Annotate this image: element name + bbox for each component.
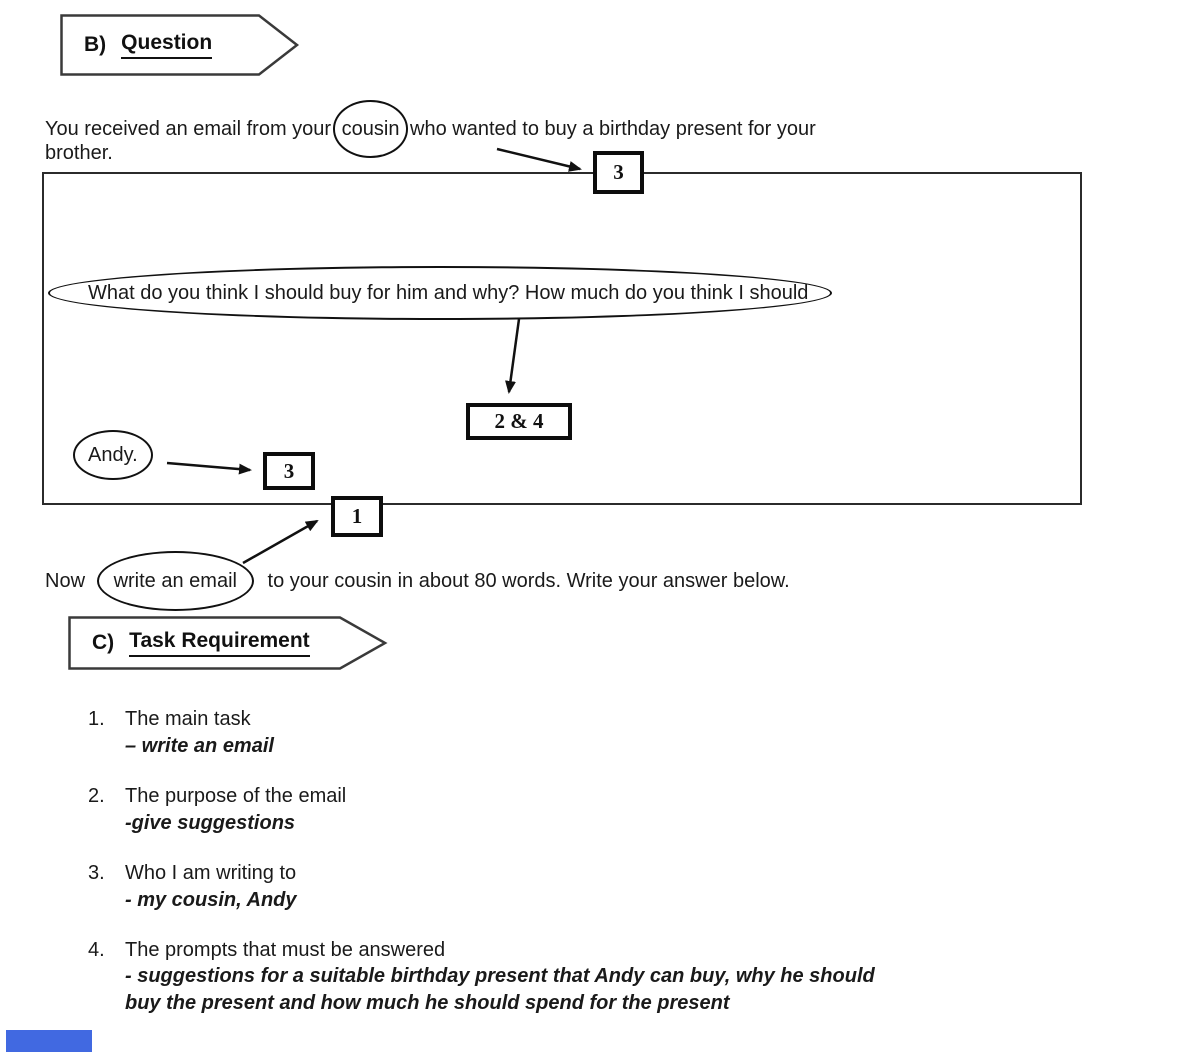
circled-question-sentence: What do you think I should buy for him and why? How much do you think I should — [48, 266, 832, 320]
email-signature-wrap — [86, 440, 153, 480]
req-1-title: The main task — [125, 708, 251, 730]
section-c-label: C) — [92, 631, 115, 654]
req-4-title: The prompts that must be answered — [125, 939, 446, 961]
req-4-detail-line-1: - suggestions for a suitable birthday present that Andy can buy, why he should — [125, 965, 875, 987]
req-2-detail: -give suggestions — [125, 812, 296, 834]
callout-box-3-signature: 3 — [263, 452, 315, 490]
circled-word-cousin: cousin — [333, 100, 409, 158]
req-3-detail: - my cousin, Andy — [125, 889, 297, 911]
req-2-number: 2. — [88, 785, 105, 807]
req-4-detail-line-2: buy the present and how much he should spend for the present — [125, 992, 730, 1014]
arrow-write-email-to-box1-icon — [243, 521, 317, 563]
arrow-cousin-to-box3-icon — [497, 149, 580, 169]
instruction-pre: Now — [45, 570, 86, 592]
bottom-left-blue-bar — [6, 1030, 92, 1052]
req-3-number: 3. — [88, 862, 105, 884]
callout-box-1: 1 — [331, 496, 383, 537]
email-frame — [42, 172, 1082, 505]
callout-box-2-and-4: 2 & 4 — [466, 403, 572, 440]
req-4-number: 4. — [88, 939, 105, 961]
instruction-line — [45, 566, 790, 596]
email-circled-line-wrap — [86, 278, 832, 320]
section-c-title: Task Requirement — [129, 629, 310, 657]
req-3-title: Who I am writing to — [125, 862, 297, 884]
section-b-label: B) — [84, 33, 107, 56]
req-1-detail: – write an email — [125, 735, 274, 757]
section-b-title: Question — [121, 31, 212, 59]
intro-post: who wanted to buy a birthday present for your — [410, 118, 816, 140]
circled-signature-andy: Andy. — [73, 430, 153, 480]
intro-line-2: brother. — [45, 142, 113, 164]
instruction-post: to your cousin in about 80 words. Write your answer below. — [267, 570, 790, 592]
req-2-title: The purpose of the email — [125, 785, 347, 807]
section-b-banner — [60, 14, 300, 76]
section-c-banner — [68, 616, 388, 670]
callout-box-3-top: 3 — [593, 151, 644, 194]
intro-pre: You received an email from your — [45, 118, 332, 140]
circled-phrase-write-an-email: write an email — [97, 551, 254, 611]
req-1-number: 1. — [88, 708, 105, 730]
intro-line-1 — [45, 114, 816, 144]
